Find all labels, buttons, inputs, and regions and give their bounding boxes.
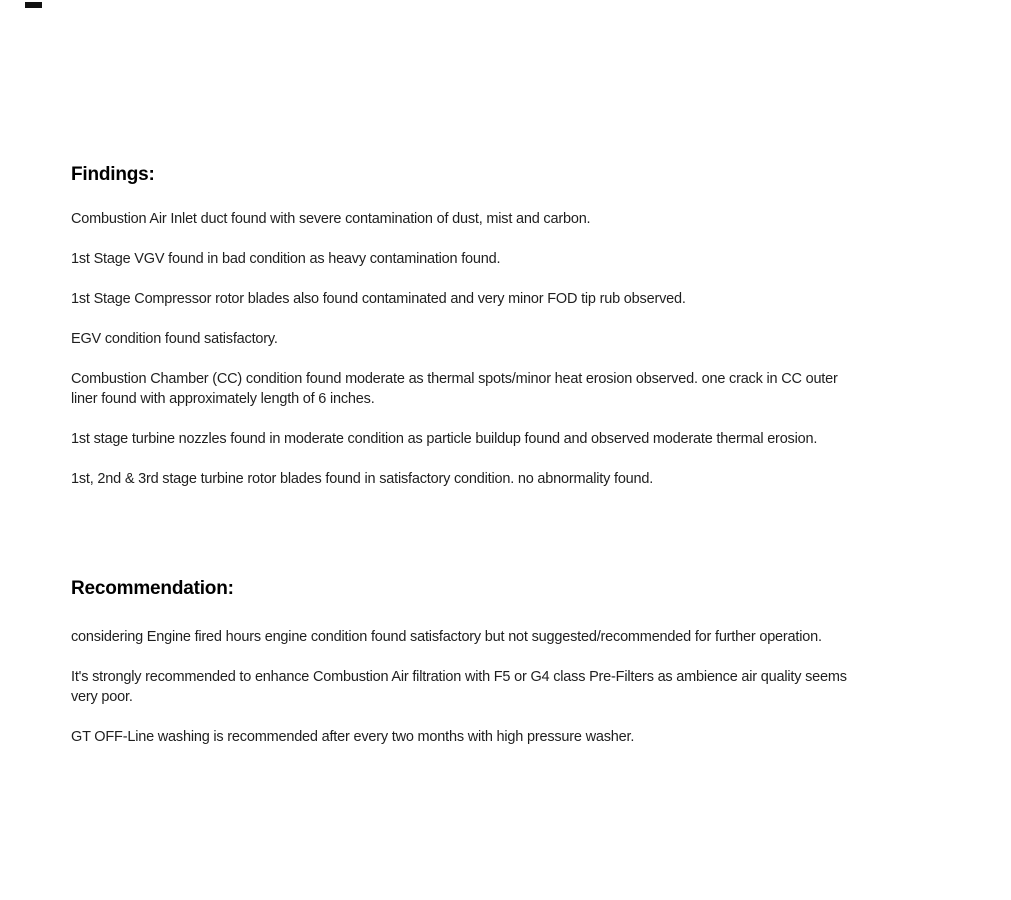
recommendation-paragraph-1 <box>71 627 941 647</box>
text-line: It's strongly recommended to enhance Combustion Air filtration with F5 or G4 class Pre-Filters as ambience air quality seems <box>71 669 847 685</box>
text-line: liner found with approximately length of 6 inches. <box>71 391 375 407</box>
recommendation-paragraph-3 <box>71 727 941 747</box>
text-line: 1st Stage Compressor rotor blades also found contaminated and very minor FOD tip rub observed. <box>71 291 686 307</box>
document-content <box>71 0 941 747</box>
text-line: Combustion Chamber (CC) condition found moderate as thermal spots/minor heat erosion observed. one crack in CC outer <box>71 371 838 387</box>
text-line: very poor. <box>71 689 133 705</box>
recommendation-paragraph-2 <box>71 667 941 707</box>
findings-paragraph-6 <box>71 429 941 449</box>
findings-paragraph-4 <box>71 329 941 349</box>
text-line: 1st Stage VGV found in bad condition as heavy contamination found. <box>71 251 501 267</box>
text-line: GT OFF-Line washing is recommended after every two months with high pressure washer. <box>71 729 635 745</box>
scan-artifact-mark <box>25 2 42 8</box>
findings-paragraph-7 <box>71 469 941 489</box>
text-line: Combustion Air Inlet duct found with severe contamination of dust, mist and carbon. <box>71 211 591 227</box>
recommendation-heading: Recommendation: <box>71 578 234 599</box>
findings-paragraph-3 <box>71 289 941 309</box>
section-findings <box>71 164 941 489</box>
findings-heading: Findings: <box>71 164 155 185</box>
findings-paragraph-2 <box>71 249 941 269</box>
section-recommendation <box>71 578 941 747</box>
text-line: EGV condition found satisfactory. <box>71 331 278 347</box>
text-line: considering Engine fired hours engine condition found satisfactory but not suggested/recommended for further operation. <box>71 629 822 645</box>
text-line: 1st, 2nd & 3rd stage turbine rotor blades found in satisfactory condition. no abnormality found. <box>71 471 654 487</box>
text-line: 1st stage turbine nozzles found in moderate condition as particle buildup found and observed moderate thermal erosion. <box>71 431 818 447</box>
findings-paragraph-5 <box>71 369 941 409</box>
findings-paragraph-1 <box>71 209 941 229</box>
